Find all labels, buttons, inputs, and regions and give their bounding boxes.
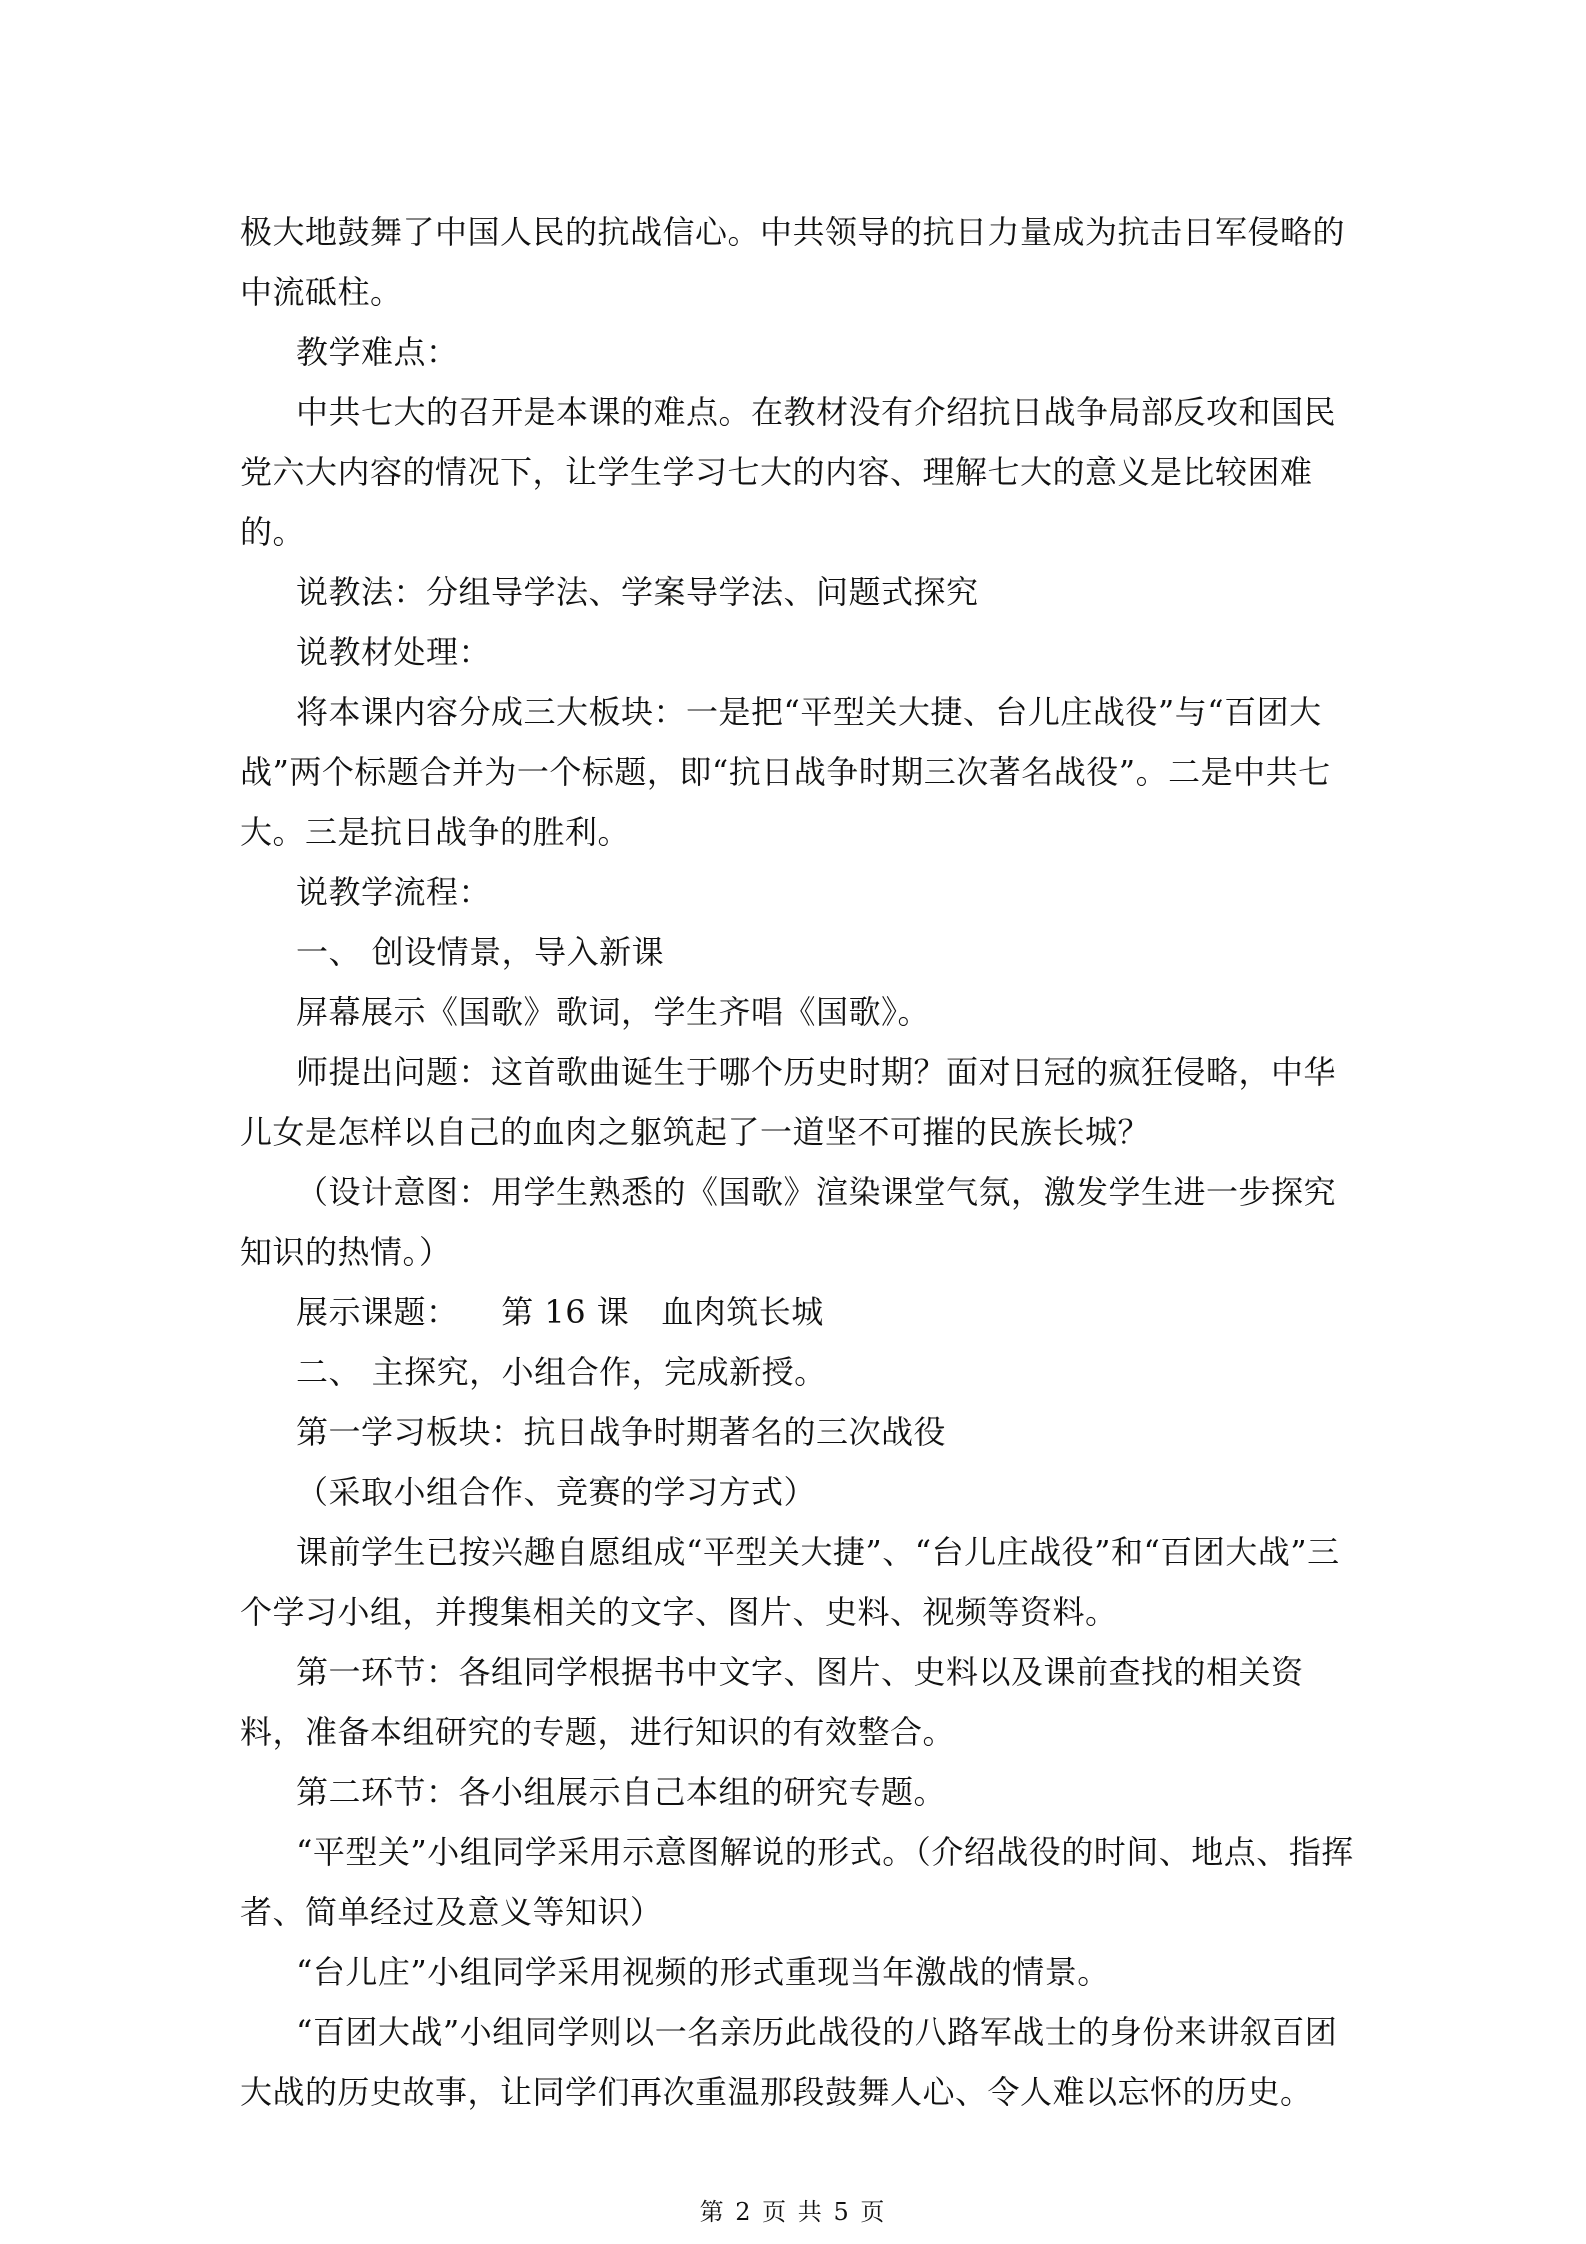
paragraph-10: 师提出问题：这首歌曲诞生于哪个历史时期？面对日冠的疯狂侵略，中华儿女是怎样以自己的血肉之躯筑起了一道坚不可摧的民族长城？	[240, 1053, 1337, 1151]
paragraph-18: 第二环节：各小组展示自己本组的研究专题。	[296, 1773, 947, 1811]
document-body	[240, 202, 1360, 2122]
paragraph-21: “百团大战”小组同学则以一名亲历此战役的八路军战士的身份来讲叙百团大战的历史故事，让同学们再次重温那段鼓舞人心、令人难以忘怀的历史。	[240, 2013, 1338, 2111]
paragraph-6: 将本课内容分成三大板块：一是把“平型关大捷、台儿庄战役”与“百团大战”两个标题合并为一个标题，即“抗日战争时期三次著名战役”。二是中共七大。三是抗日战争的胜利。	[240, 693, 1331, 851]
paragraph-11: （设计意图：用学生熟悉的《国歌》渲染课堂气氛，激发学生进一步探究知识的热情。）	[240, 1173, 1337, 1271]
paragraph-9: 屏幕展示《国歌》歌词，学生齐唱《国歌》。	[296, 993, 931, 1031]
paragraph-13: 二、 主探究，小组合作，完成新授。	[296, 1353, 827, 1391]
paragraph-20: “台儿庄”小组同学采用视频的形式重现当年激战的情景。	[296, 1953, 1110, 1991]
paragraph-3: 中共七大的召开是本课的难点。在教材没有介绍抗日战争局部反攻和国民党六大内容的情况下，让学生学习七大的内容、理解七大的意义是比较困难的。	[240, 393, 1337, 551]
page-footer	[0, 2196, 1586, 2228]
paragraph-7: 说教学流程：	[296, 873, 492, 911]
paragraph-1: 极大地鼓舞了中国人民的抗战信心。中共领导的抗日力量成为抗击日军侵略的中流砥柱。	[240, 213, 1346, 311]
paragraph-8: 一、 创设情景，导入新课	[296, 933, 665, 971]
paragraph-12: 展示课题： 第 16 课 血肉筑长城	[296, 1293, 824, 1331]
paragraph-17: 第一环节：各组同学根据书中文字、图片、史料以及课前查找的相关资料，准备本组研究的专题，进行知识的有效整合。	[240, 1653, 1304, 1751]
paragraph-14: 第一学习板块：抗日战争时期著名的三次战役	[296, 1413, 947, 1451]
paragraph-4: 说教法：分组导学法、学案导学法、问题式探究	[296, 573, 979, 611]
paragraph-5: 说教材处理：	[296, 633, 492, 671]
paragraph-19: “平型关”小组同学采用示意图解说的形式。（介绍战役的时间、地点、指挥者、简单经过及意义等知识）	[240, 1833, 1354, 1931]
paragraph-15: （采取小组合作、竞赛的学习方式）	[296, 1473, 817, 1511]
page-number-label: 第 2 页 共 5 页	[699, 2198, 887, 2226]
paragraph-16: 课前学生已按兴趣自愿组成“平型关大捷”、“台儿庄战役”和“百团大战”三个学习小组，并搜集相关的文字、图片、史料、视频等资料。	[240, 1533, 1340, 1631]
paragraph-2: 教学难点：	[296, 333, 459, 371]
